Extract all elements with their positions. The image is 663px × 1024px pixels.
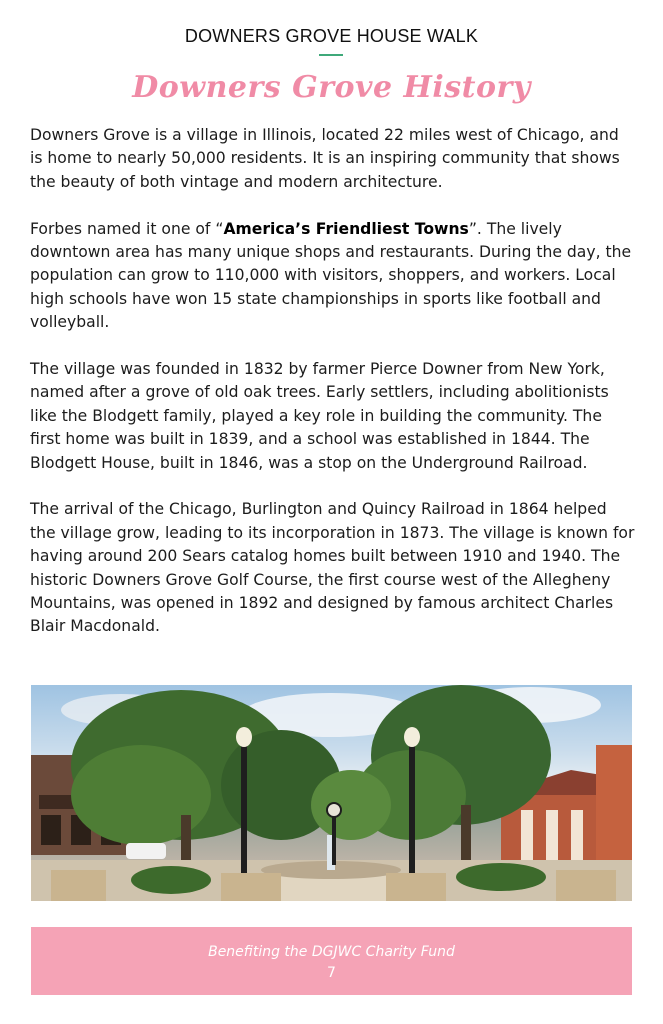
footer-charity-text: Benefiting the DGJWC Charity Fund [208, 944, 455, 960]
downtown-plaza-illustration [31, 685, 632, 901]
section-title: Downers Grove History [132, 70, 531, 105]
page-number: 7 [327, 965, 336, 981]
footer-banner [31, 927, 632, 995]
paragraph-founding: The village was founded in 1832 by farmer Pierce Downer from New York, named after a grove of old oak trees. Early settlers, including abolitionists like the Blodgett family, played a key role in building the community. The first home was built in 1839, and a school was established in 1844. The Blodgett House, built in 1846, was a stop on the Underground Railroad. [30, 360, 609, 472]
paragraph-forbes [30, 218, 636, 335]
downtown-photo [31, 685, 632, 901]
friendliest-towns-highlight: America’s Friendliest Towns [223, 219, 469, 238]
paragraph-railroad: The arrival of the Chicago, Burlington and Quincy Railroad in 1864 helped the village grow, leading to its incorporation in 1873. The village is known for having around 200 Sears catalog homes built between 1910 and 1940. The historic Downers Grove Golf Course, the first course west of the Allegheny Mountains, was opened in 1892 and designed by famous architect Charles Blair Macdonald. [30, 500, 635, 636]
page-header: DOWNERS GROVE HOUSE WALK [184, 26, 479, 46]
header-divider [319, 54, 343, 56]
history-text [30, 124, 636, 662]
paragraph-intro: Downers Grove is a village in Illinois, located 22 miles west of Chicago, and is home to nearly 50,000 residents. It is an inspiring community that shows the beauty of both vintage and modern architecture. [30, 126, 620, 191]
forbes-text-pre: Forbes named it one of “ [30, 219, 224, 238]
forbes-text-post: ”. The lively downtown area has many unique shops and restaurants. During the day, the population can grow to 110,000 with visitors, shoppers, and workers. Local high schools have won 15 state championships in sports like football and volleyball. [30, 219, 632, 332]
